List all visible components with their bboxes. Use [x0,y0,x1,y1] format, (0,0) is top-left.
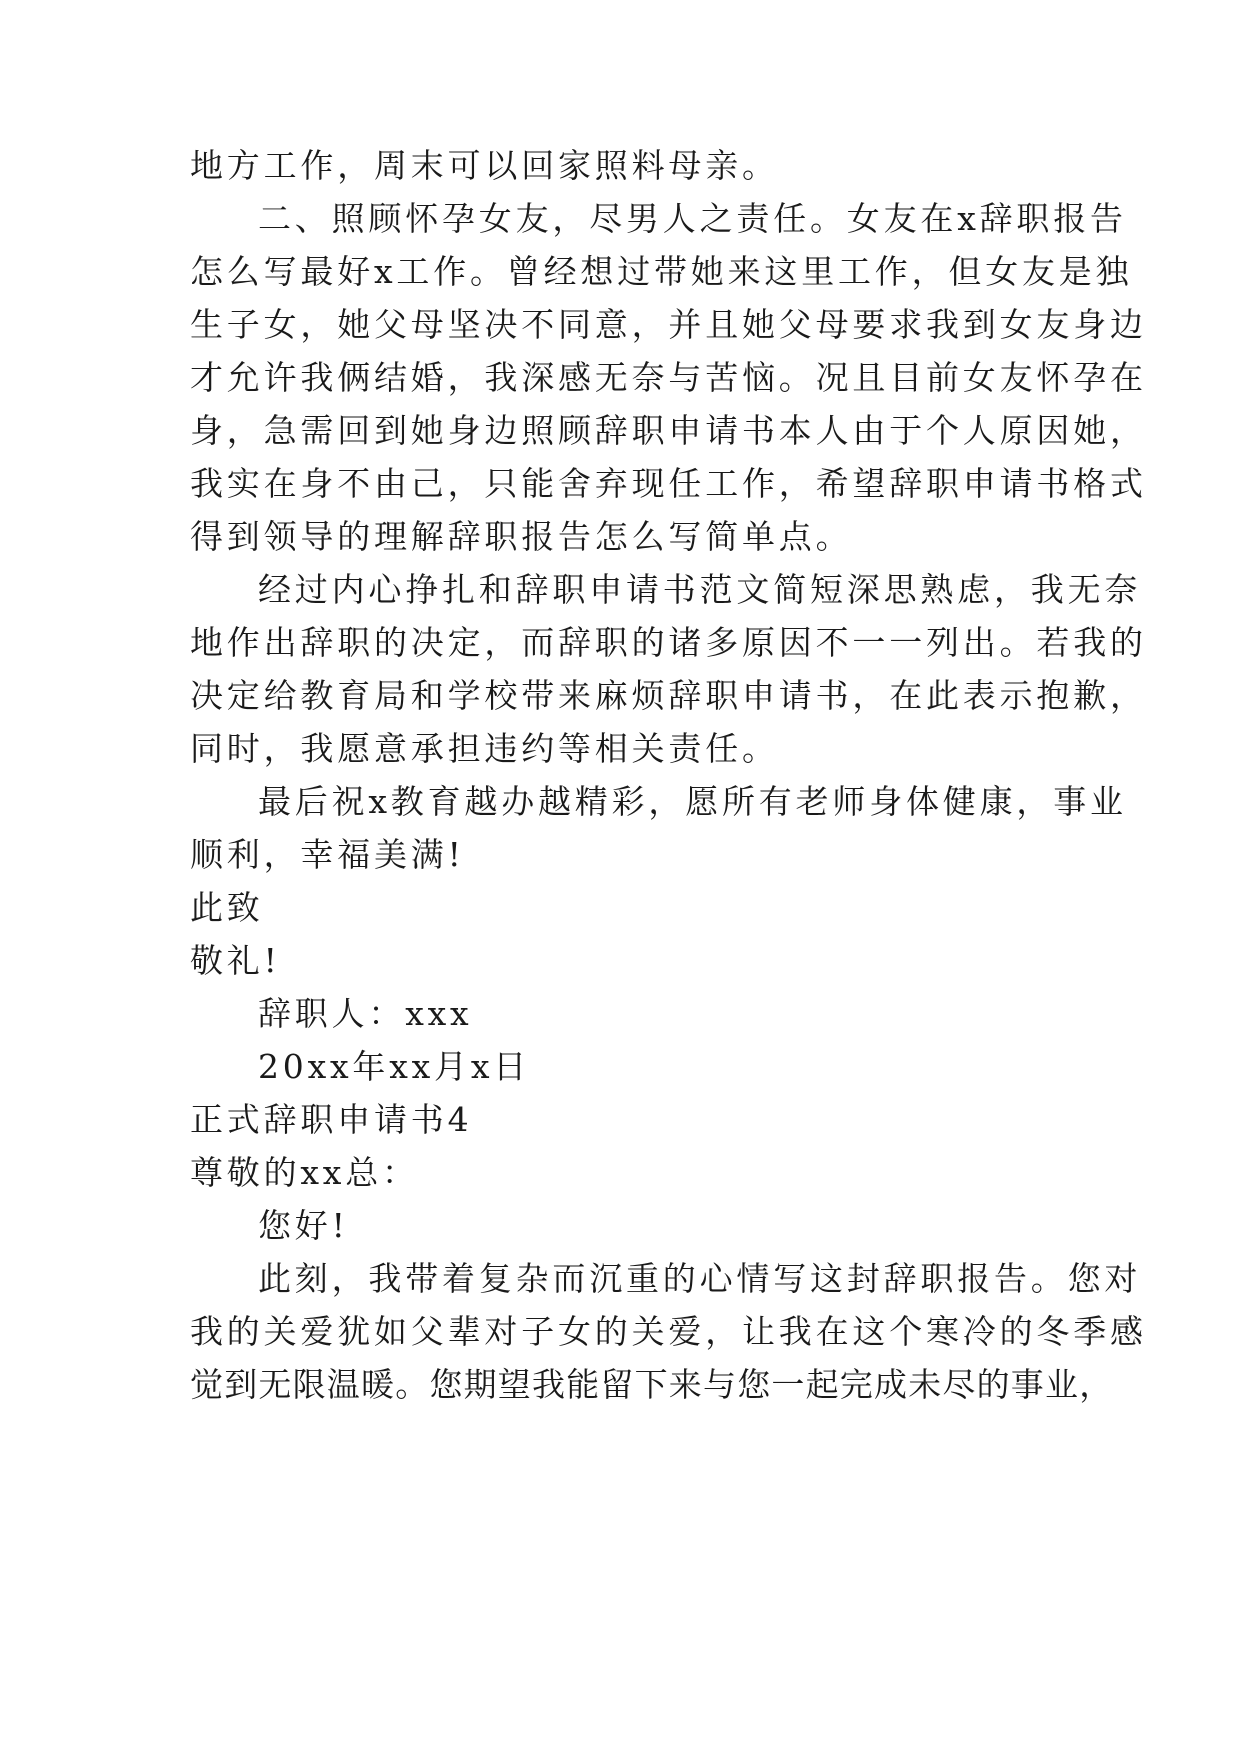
text-line: 地作出辞职的决定，而辞职的诸多原因不一一列出。若我的 [190,623,1147,662]
section-title: 正式辞职申请书4 [190,1100,473,1139]
signature-name: 辞职人：xxx [258,994,473,1033]
text-line: 同时，我愿意承担违约等相关责任。 [190,729,779,768]
closing-salute: 敬礼! [190,941,281,980]
paragraph-start: 最后祝x教育越办越精彩，愿所有老师身体健康，事业 [258,782,1127,821]
greeting: 您好! [258,1206,349,1245]
text-line: 觉到无限温暖。您期望我能留下来与您一起完成未尽的事业， [190,1365,1114,1404]
closing-phrase: 此致 [190,888,264,927]
text-line: 生子女，她父母坚决不同意，并且她父母要求我到女友身边 [190,305,1147,344]
salutation: 尊敬的xx总： [190,1153,419,1192]
text-line: 身，急需回到她身边照顾辞职申请书本人由于个人原因她， [190,411,1147,450]
paragraph-start: 二、照顾怀孕女友，尽男人之责任。女友在x辞职报告 [258,199,1127,238]
text-line: 怎么写最好x工作。曾经想过带她来这里工作，但女友是独 [190,252,1133,291]
text-line: 我实在身不由己，只能舍弃现任工作，希望辞职申请书格式 [190,464,1147,503]
text-line: 顺利，幸福美满! [190,835,465,874]
text-line: 决定给教育局和学校带来麻烦辞职申请书，在此表示抱歉， [190,676,1147,715]
paragraph-start: 经过内心挣扎和辞职申请书范文简短深思熟虑，我无奈 [258,570,1142,609]
paragraph-start: 此刻，我带着复杂而沉重的心情写这封辞职报告。您对 [258,1259,1142,1298]
text-line: 我的关爱犹如父辈对子女的关爱，让我在这个寒冷的冬季感 [190,1312,1147,1351]
text-line: 地方工作，周末可以回家照料母亲。 [190,146,779,185]
text-line: 得到领导的理解辞职报告怎么写简单点。 [190,517,853,556]
signature-date: 20xx年xx月x日 [258,1047,531,1086]
text-line: 才允许我俩结婚，我深感无奈与苦恼。况且目前女友怀孕在 [190,358,1147,397]
